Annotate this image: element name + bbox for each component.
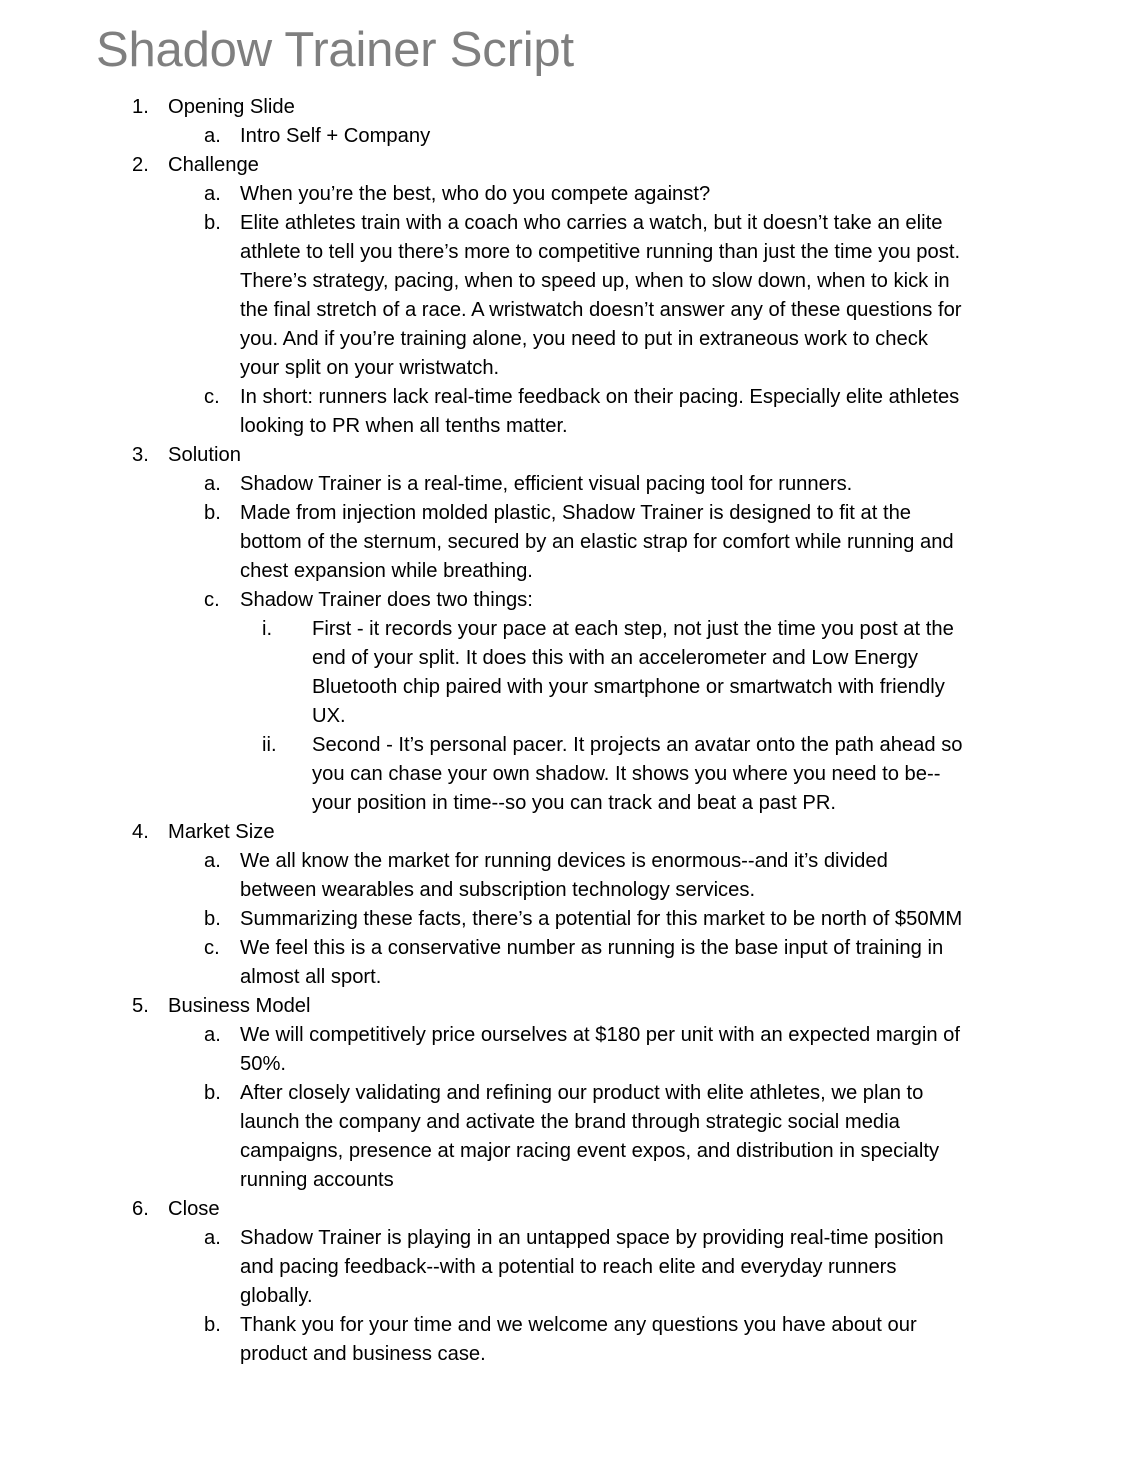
item-text: your split on your wristwatch. [240, 357, 500, 379]
item-text: Thank you for your time and we welcome any questions you have about our [240, 1314, 917, 1336]
outline-item [0, 383, 1148, 441]
item-text: launch the company and activate the brand through strategic social media [240, 1111, 900, 1133]
section-number: 1. [132, 96, 149, 118]
outline-item [0, 209, 1148, 383]
item-text: looking to PR when all tenths matter. [240, 415, 568, 437]
script-outline [0, 93, 1148, 1369]
item-line [0, 122, 1148, 151]
item-text: 50%. [240, 1053, 287, 1075]
item-line [0, 180, 1148, 209]
item-marker: b. [204, 502, 221, 524]
item-text: Shadow Trainer does two things: [240, 589, 533, 611]
outline-item [0, 180, 1148, 209]
item-marker: b. [204, 908, 221, 930]
item-text: almost all sport. [240, 966, 382, 988]
section-heading-text: Close [168, 1198, 220, 1220]
outline-subitem [0, 615, 1148, 731]
section-number: 6. [132, 1198, 149, 1220]
section-number: 2. [132, 154, 149, 176]
item-continuation-line [0, 1253, 1148, 1282]
section-heading [0, 93, 1148, 122]
item-marker: b. [204, 1082, 221, 1104]
item-continuation-line [0, 1108, 1148, 1137]
section-heading-text: Opening Slide [168, 96, 295, 118]
item-text: running accounts [240, 1169, 394, 1191]
item-text: and pacing feedback--with a potential to reach elite and everyday runners [240, 1256, 897, 1278]
item-marker: a. [204, 1024, 221, 1046]
item-continuation-line [0, 528, 1148, 557]
outline-item [0, 470, 1148, 499]
item-line [0, 586, 1148, 615]
item-text: After closely validating and refining our product with elite athletes, we plan to [240, 1082, 924, 1104]
section-number: 3. [132, 444, 149, 466]
item-line [0, 1224, 1148, 1253]
subitem-text: UX. [312, 705, 346, 727]
outline-item [0, 1311, 1148, 1369]
item-text: When you’re the best, who do you compete against? [240, 183, 711, 205]
section-heading-text: Market Size [168, 821, 275, 843]
section-number: 5. [132, 995, 149, 1017]
item-text: the final stretch of a race. A wristwatch doesn’t answer any of these questions for [240, 299, 962, 321]
subitem-continuation-line [0, 760, 1148, 789]
item-text: There’s strategy, pacing, when to speed up, when to slow down, when to kick in [240, 270, 950, 292]
item-line [0, 934, 1148, 963]
item-text: product and business case. [240, 1343, 486, 1365]
subitem-continuation-line [0, 702, 1148, 731]
item-continuation-line [0, 296, 1148, 325]
subitem-text: end of your split. It does this with an accelerometer and Low Energy [312, 647, 918, 669]
item-text: Summarizing these facts, there’s a potential for this market to be north of $50MM [240, 908, 963, 930]
outline-section [0, 1195, 1148, 1369]
subitem-text: First - it records your pace at each step, not just the time you post at the [312, 618, 954, 640]
subitem-text: your position in time--so you can track and beat a past PR. [312, 792, 837, 814]
outline-item [0, 122, 1148, 151]
item-continuation-line [0, 963, 1148, 992]
outline-section [0, 818, 1148, 992]
item-line [0, 847, 1148, 876]
outline-item [0, 586, 1148, 818]
item-continuation-line [0, 325, 1148, 354]
section-heading [0, 151, 1148, 180]
outline-section [0, 441, 1148, 818]
outline-section [0, 151, 1148, 441]
item-line [0, 1021, 1148, 1050]
item-text: Shadow Trainer is a real-time, efficient visual pacing tool for runners. [240, 473, 853, 495]
section-heading [0, 818, 1148, 847]
item-text: between wearables and subscription technology services. [240, 879, 756, 901]
item-text: campaigns, presence at major racing event expos, and distribution in specialty [240, 1140, 940, 1162]
item-line [0, 209, 1148, 238]
subitem-marker: i. [262, 618, 273, 640]
item-text: globally. [240, 1285, 313, 1307]
subitem-continuation-line [0, 789, 1148, 818]
outline-section [0, 93, 1148, 151]
section-number: 4. [132, 821, 149, 843]
item-marker: a. [204, 183, 221, 205]
item-line [0, 383, 1148, 412]
item-line [0, 1079, 1148, 1108]
outline-item [0, 1021, 1148, 1079]
item-text: We all know the market for running devices is enormous--and it’s divided [240, 850, 888, 872]
subitem-continuation-line [0, 673, 1148, 702]
item-continuation-line [0, 557, 1148, 586]
item-text: In short: runners lack real-time feedback on their pacing. Especially elite athletes [240, 386, 960, 408]
item-text: athlete to tell you there’s more to competitive running than just the time you post. [240, 241, 961, 263]
item-marker: b. [204, 212, 221, 234]
item-text: We will competitively price ourselves at $180 per unit with an expected margin of [240, 1024, 960, 1046]
item-marker: c. [204, 937, 220, 959]
section-heading-text: Solution [168, 444, 241, 466]
item-continuation-line [0, 412, 1148, 441]
item-text: Intro Self + Company [240, 125, 431, 147]
item-continuation-line [0, 1137, 1148, 1166]
outline-item [0, 934, 1148, 992]
subitem-line [0, 731, 1148, 760]
section-heading [0, 992, 1148, 1021]
item-marker: a. [204, 1227, 221, 1249]
section-heading-text: Business Model [168, 995, 311, 1017]
item-text: We feel this is a conservative number as running is the base input of training in [240, 937, 944, 959]
item-marker: a. [204, 850, 221, 872]
item-continuation-line [0, 267, 1148, 296]
item-marker: a. [204, 473, 221, 495]
item-continuation-line [0, 1340, 1148, 1369]
item-marker: a. [204, 125, 221, 147]
outline-item [0, 1079, 1148, 1195]
item-text: Shadow Trainer is playing in an untapped space by providing real-time position [240, 1227, 944, 1249]
subitem-text: you can chase your own shadow. It shows you where you need to be-- [312, 763, 941, 785]
subitem-text: Second - It’s personal pacer. It projects an avatar onto the path ahead so [312, 734, 963, 756]
item-line [0, 905, 1148, 934]
item-marker: b. [204, 1314, 221, 1336]
subitem-marker: ii. [262, 734, 277, 756]
outline-subitem [0, 731, 1148, 818]
outline-item [0, 847, 1148, 905]
subitem-line [0, 615, 1148, 644]
item-line [0, 1311, 1148, 1340]
item-continuation-line [0, 1050, 1148, 1079]
document-title: Shadow Trainer Script [96, 23, 574, 77]
item-text: you. And if you’re training alone, you need to put in extraneous work to check [240, 328, 928, 350]
item-continuation-line [0, 238, 1148, 267]
item-continuation-line [0, 1166, 1148, 1195]
item-continuation-line [0, 876, 1148, 905]
item-text: Elite athletes train with a coach who carries a watch, but it doesn’t take an elite [240, 212, 943, 234]
item-line [0, 499, 1148, 528]
item-continuation-line [0, 1282, 1148, 1311]
item-continuation-line [0, 354, 1148, 383]
outline-item [0, 905, 1148, 934]
section-heading-text: Challenge [168, 154, 259, 176]
outline-item [0, 1224, 1148, 1311]
item-line [0, 470, 1148, 499]
subitem-continuation-line [0, 644, 1148, 673]
outline-item [0, 499, 1148, 586]
subitem-text: Bluetooth chip paired with your smartphone or smartwatch with friendly [312, 676, 945, 698]
item-text: chest expansion while breathing. [240, 560, 533, 582]
item-marker: c. [204, 589, 220, 611]
section-heading [0, 1195, 1148, 1224]
item-text: Made from injection molded plastic, Shadow Trainer is designed to fit at the [240, 502, 912, 524]
outline-section [0, 992, 1148, 1195]
item-marker: c. [204, 386, 220, 408]
item-text: bottom of the sternum, secured by an elastic strap for comfort while running and [240, 531, 954, 553]
section-heading [0, 441, 1148, 470]
